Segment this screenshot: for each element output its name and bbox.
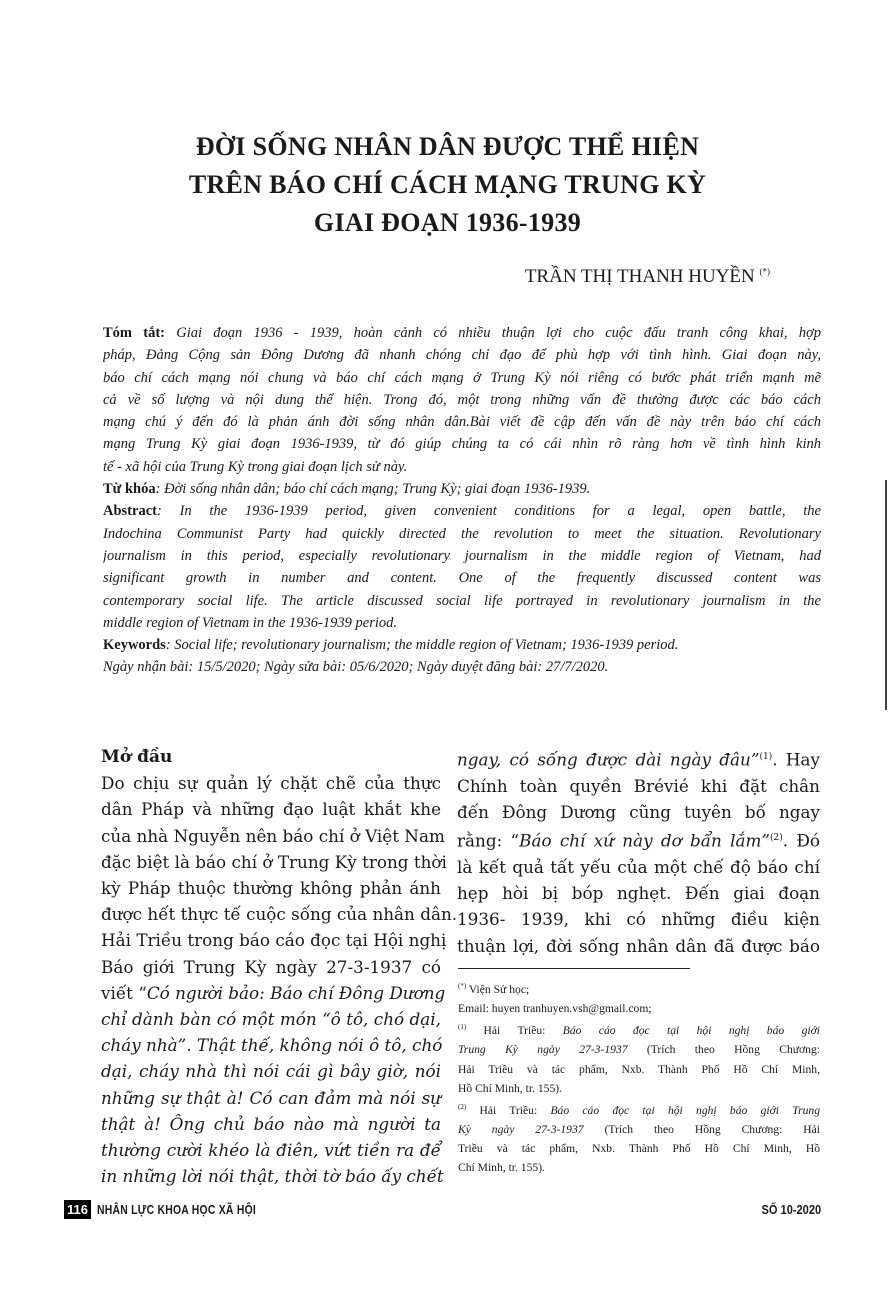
footnote-text: Hải Triều và tác phẩm, Nxb. Thành Phố Hồ Chí Minh, bbox=[458, 1062, 820, 1076]
quote-line: cháy nhà”. Thật thế, không nói ô tô, chó bbox=[101, 1035, 443, 1056]
abstract-line: cả về số lượng và nội dung thể hiện. Trong đó, một trong những vấn đề thường được các báo cách bbox=[103, 391, 821, 408]
footnote-title: Báo cáo đọc tại hội nghị báo giới Trung bbox=[550, 1103, 820, 1117]
body-line: 1936- 1939, khi có những điều kiện bbox=[457, 909, 820, 930]
quote-line: thường cười khéo là điên, vứt tiền ra để bbox=[101, 1140, 441, 1161]
footnote-text: Hải Triều: bbox=[466, 1024, 563, 1038]
body-line: thuận lợi, đời sống nhân dân đã được báo bbox=[457, 935, 820, 956]
body-column-left bbox=[101, 744, 458, 1189]
title-line: GIAI ĐOẠN 1936-1939 bbox=[313, 208, 582, 237]
abstract-line: : In the 1936-1939 period, given convenient conditions for a legal, open battle, the bbox=[156, 503, 821, 520]
abstract-line: mạng Trung Kỳ giai đoạn 1936-1939, từ đó giúp chúng ta có cái nhìn rõ ràng hơn về tình hình kinh bbox=[103, 436, 821, 453]
footnote-divider bbox=[458, 968, 690, 969]
section-heading: Mở đầu bbox=[101, 747, 173, 767]
footnote-mark: (*) bbox=[458, 982, 467, 990]
abstract-block bbox=[103, 322, 821, 679]
body-line: Chính toàn quyền Brévié khi đặt chân bbox=[457, 775, 820, 796]
abstract-line: pháp, Đảng Cộng sản Đông Dương đã nhanh chóng chỉ đạo để phù hợp với tình hình. Giai đoạn này, bbox=[103, 347, 821, 364]
body-line: đặc biệt là báo chí ở Trung Kỳ trong thời bbox=[101, 851, 447, 872]
keywords-vi: : Đời sống nhân dân; báo chí cách mạng; Trung Kỳ; giai đoạn 1936-1939. bbox=[155, 481, 591, 498]
body-line: đến Đông Dương cũng tuyên bố ngay bbox=[457, 802, 820, 822]
body-line: Do chịu sự quản lý chặt chẽ của thực bbox=[101, 773, 441, 794]
abstract-line: middle region of Vietnam in the 1936-1939 period. bbox=[103, 614, 397, 631]
scan-edge-mark bbox=[885, 480, 887, 710]
body-text: . Đó bbox=[782, 830, 820, 851]
abstract-line: Indochina Communist Party had quickly directed the revolution to meet the situation. Revolutionary bbox=[103, 525, 821, 542]
footnote-text: (Trích theo Hồng Chương: Hải bbox=[583, 1123, 820, 1136]
abstract-line: tế - xã hội của Trung Kỳ trong giai đoạn lịch sử này. bbox=[103, 458, 408, 475]
abstract-line: significant growth in number and content. One of the frequently discussed content was bbox=[103, 570, 821, 587]
footnote-text: Chí Minh, tr. 155). bbox=[458, 1161, 545, 1175]
abstract-line: contemporary social life. The article discussed social life portrayed in revolutionary journalism in the bbox=[103, 592, 821, 609]
quote-text: ngay, có sống được dài ngày đâu” bbox=[457, 749, 760, 770]
quote-line: Có người bảo: Báo chí Đông Dương bbox=[146, 982, 446, 1003]
affiliation: Viện Sử học; bbox=[466, 982, 530, 996]
quote-line: in những lời nói thật, thời tờ báo ấy chết bbox=[101, 1166, 444, 1187]
body-line: Hải Triều trong báo cáo đọc tại Hội nghị bbox=[101, 930, 447, 951]
quote-line: thật à! Ông chủ báo nào mà người ta bbox=[101, 1113, 441, 1134]
body-line: hẹp hòi bị bóp nghẹt. Đến giai đoạn bbox=[457, 883, 820, 904]
footnote-text: Triều và tác phẩm, Nxb. Thành Phố Hồ Chí Minh, Hồ bbox=[458, 1142, 820, 1156]
page-number: 116 bbox=[64, 1200, 91, 1219]
body-line: dân Pháp và những đạo luật khắt khe bbox=[101, 799, 441, 820]
abstract-en-label: Abstract bbox=[103, 503, 157, 520]
title-line: ĐỜI SỐNG NHÂN DÂN ĐƯỢC THỂ HIỆN bbox=[195, 132, 700, 161]
footnote-title: Kỳ ngày 27-3-1937 bbox=[458, 1123, 584, 1136]
author-name: TRẦN THỊ THANH HUYỀN bbox=[524, 266, 755, 287]
body-line: của nhà Nguyễn nên báo chí ở Việt Nam bbox=[101, 825, 445, 846]
footnote-ref: (2) bbox=[769, 833, 783, 844]
abstract-line: Giai đoạn 1936 - 1939, hoàn cảnh có nhiều thuận lợi cho cuộc đấu tranh công khai, hợp bbox=[164, 325, 821, 341]
title-line: TRÊN BÁO CHÍ CÁCH MẠNG TRUNG KỲ bbox=[188, 170, 707, 199]
quote-text: Báo chí xứ này dơ bẩn lắm” bbox=[519, 830, 770, 851]
journal-name: NHÂN LỰC KHOA HỌC XÃ HỘI bbox=[97, 1202, 257, 1217]
keywords-en-label: Keywords bbox=[103, 637, 166, 654]
body-column-right bbox=[457, 744, 820, 959]
abstract-line: mạng chú ý đến đó là phản ánh đời sống nhân dân.Bài viết đề cập đến vấn đề này trên báo chí cách bbox=[103, 414, 821, 431]
keywords-vi-label: Từ khóa bbox=[103, 481, 156, 498]
body-line: là kết quả tất yếu của một chế độ báo chí bbox=[457, 857, 820, 877]
body-text: rằng: “ bbox=[457, 830, 520, 851]
keywords-en: : Social life; revolutionary journalism; the middle region of Vietnam; 1936-1939 period. bbox=[165, 637, 679, 654]
footnotes bbox=[458, 977, 820, 1178]
author-email[interactable]: Email: huyen tranhuyen.vsh@gmail.com; bbox=[458, 1002, 652, 1016]
author bbox=[525, 266, 770, 288]
body-line: Báo giới Trung Kỳ ngày 27-3-1937 có bbox=[101, 956, 441, 977]
quote-line: chỉ dành bàn có một món “ô tô, chó dại, bbox=[101, 1009, 441, 1030]
footnote-mark: (2) bbox=[458, 1102, 467, 1111]
body-line: kỳ Pháp thuộc thường không phản ánh bbox=[101, 878, 441, 899]
body-line: được hết thực tế cuộc sống của nhân dân. bbox=[101, 904, 458, 925]
abstract-vi-label: Tóm tắt: bbox=[103, 325, 165, 341]
submission-dates: Ngày nhận bài: 15/5/2020; Ngày sửa bài: 05/6/2020; Ngày duyệt đăng bài: 27/7/2020. bbox=[103, 659, 609, 676]
body-text: viết “ bbox=[101, 982, 147, 1003]
footnote-ref: (1) bbox=[759, 752, 773, 762]
issue-number: SỐ 10-2020 bbox=[761, 1202, 821, 1217]
footnote-mark: (1) bbox=[458, 1023, 467, 1032]
footnote-title: Báo cáo đọc tại hội nghị báo giới bbox=[562, 1024, 820, 1038]
body-text: . Hay bbox=[772, 749, 820, 770]
quote-line: dại, cháy nhà thì nói cái gì bây giờ, nói bbox=[101, 1061, 441, 1082]
quote-line: những sự thật à! Có can đảm mà nói sự bbox=[101, 1087, 441, 1108]
page-footer bbox=[64, 1200, 821, 1222]
footnote-text: Hồ Chí Minh, tr. 155). bbox=[458, 1081, 563, 1095]
footnote-title: Trung Kỳ ngày 27-3-1937 bbox=[458, 1043, 628, 1057]
abstract-line: journalism in this period, especially revolutionary journalism in the middle region of Vietnam, had bbox=[103, 547, 821, 564]
footnote-text: Hải Triều: bbox=[466, 1103, 551, 1117]
author-footnote-mark: (*) bbox=[759, 266, 770, 277]
abstract-line: báo chí cách mạng nói chung và báo chí cách mạng ở Trung Kỳ nói riêng có bước phát triển mạnh mẽ bbox=[103, 369, 821, 386]
article-title bbox=[0, 128, 895, 242]
footnote-text: (Trích theo Hồng Chương: bbox=[627, 1043, 821, 1057]
